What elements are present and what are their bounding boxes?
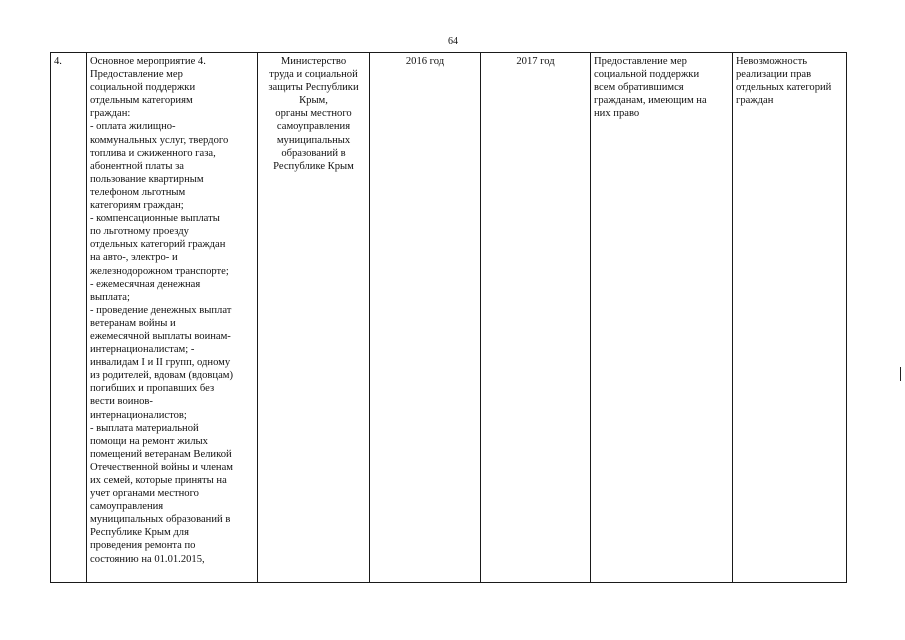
event-cell — [87, 53, 258, 583]
event-line: Отечественной войны и членам — [90, 461, 233, 473]
executor-line: муниципальных — [276, 134, 351, 146]
event-line: Предоставление мер — [90, 69, 183, 81]
result-cell — [591, 53, 733, 583]
event-line: погибших и пропавших без — [90, 383, 215, 395]
event-line: интернационалистов; — [90, 409, 187, 421]
start-year-cell — [370, 53, 481, 583]
event-line: помощи на ремонт жилых — [90, 435, 208, 447]
event-line: проведения ремонта по — [90, 540, 196, 552]
event-line: учет органами местного — [90, 488, 199, 500]
event-line: абонентной платы за — [90, 160, 185, 172]
event-line: ветеранам войны и — [90, 317, 176, 329]
end-year-cell — [481, 53, 591, 583]
table-row — [51, 53, 847, 583]
result-line: всем обратившимся — [594, 82, 684, 94]
executor-line: защиты Республики — [268, 82, 359, 94]
event-line: граждан: — [90, 108, 131, 120]
event-line: железнодорожном транспорте; — [90, 265, 229, 277]
event-line: телефоном льготным — [90, 186, 186, 198]
event-line: Республике Крым для — [90, 527, 189, 539]
event-line: ежемесячной выплаты воинам- — [90, 330, 231, 342]
row-number: 4. — [54, 56, 62, 67]
event-line: вести воинов- — [90, 396, 153, 408]
event-line: интернационалистам; - — [90, 344, 195, 356]
event-line: коммунальных услуг, твердого — [90, 134, 229, 146]
event-line: выплата; — [90, 291, 130, 303]
page-number: 64 — [448, 36, 458, 47]
event-line: - выплата материальной — [90, 422, 199, 434]
result-line: Предоставление мер — [594, 56, 687, 67]
event-line: категориям граждан; — [90, 200, 184, 212]
event-line: - проведение денежных выплат — [90, 304, 232, 316]
event-line: Основное мероприятие 4. — [90, 56, 206, 67]
event-line: из родителей, вдовам (вдовцам) — [90, 370, 234, 382]
end-year: 2017 год — [516, 56, 555, 67]
row-number-cell — [51, 53, 87, 583]
scan-mark — [900, 367, 901, 381]
executor-line: органы местного — [275, 108, 352, 120]
executor-line: образований в — [281, 147, 346, 159]
event-line: помещений ветеранам Великой — [90, 448, 232, 460]
event-line: - компенсационные выплаты — [90, 213, 220, 225]
executor-line: труда и социальной — [269, 69, 358, 81]
event-line: самоуправления — [90, 501, 164, 513]
event-line: состоянию на 01.01.2015, — [90, 553, 205, 565]
risk-line: реализации прав — [736, 69, 812, 81]
executor-cell — [258, 53, 370, 583]
executor-line: Министерство — [280, 56, 347, 67]
risk-cell — [733, 53, 847, 583]
event-line: на авто-, электро- и — [90, 252, 178, 264]
event-line: их семей, которые приняты на — [90, 475, 227, 486]
executor-line: самоуправления — [276, 121, 351, 133]
event-line: по льготному проезду — [90, 226, 189, 238]
risk-line: граждан — [736, 95, 774, 107]
executor-line: Крым, — [299, 95, 328, 107]
risk-line: Невозможность — [736, 56, 808, 67]
event-line: инвалидам I и II групп, одному — [90, 357, 231, 369]
risk-line: отдельных категорий — [736, 82, 832, 94]
event-line: - оплата жилищно- — [90, 121, 176, 133]
event-line: - ежемесячная денежная — [90, 278, 201, 290]
event-line: муниципальных образований в — [90, 514, 231, 526]
executor-line: Республике Крым — [273, 160, 354, 172]
event-line: отдельных категорий граждан — [90, 239, 226, 251]
program-table — [50, 52, 847, 583]
result-line: социальной поддержки — [594, 69, 700, 81]
result-line: гражданам, имеющим на — [594, 95, 707, 107]
start-year: 2016 год — [405, 56, 445, 67]
event-line: топлива и сжиженного газа, — [90, 147, 216, 159]
event-line: социальной поддержки — [90, 82, 196, 94]
result-line: них право — [594, 108, 640, 120]
event-line: пользование квартирным — [90, 173, 204, 185]
event-line: отдельным категориям — [90, 95, 193, 107]
